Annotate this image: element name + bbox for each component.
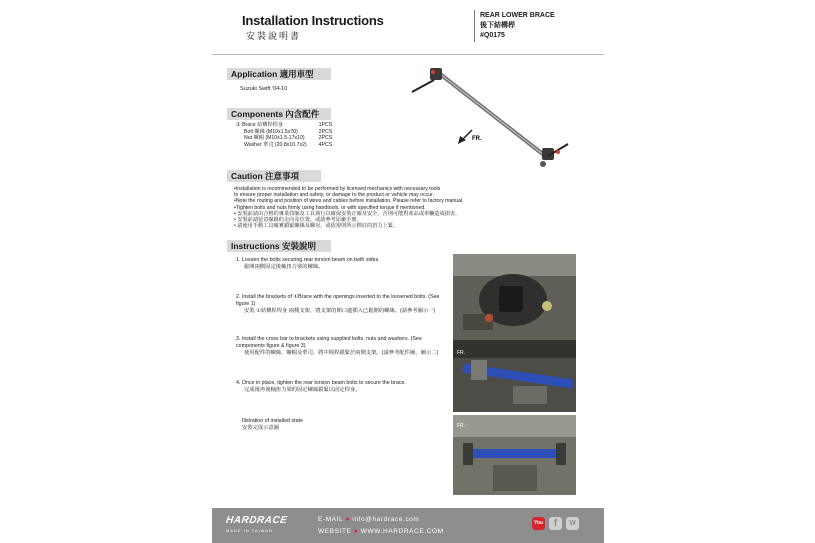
part-info xyxy=(480,11,555,41)
header-divider xyxy=(474,10,475,42)
figure-1-illustration xyxy=(453,254,576,340)
component-qty: 1PCS xyxy=(318,122,333,128)
website-link[interactable]: WWW.HARDRACE.COM xyxy=(360,528,444,535)
caution-line: • 安裝前請留意線路的走向及位置，或請參考原廠手冊。 xyxy=(234,217,362,224)
email-label: E-MAIL xyxy=(318,516,344,523)
photo-fr-label: FR. xyxy=(457,350,466,356)
brace-bar-highlight xyxy=(440,74,544,155)
brace-diagram xyxy=(402,60,582,180)
step-4-en: 4. Once in place, tighten the rear torsion beam bolts to secure the brace. xyxy=(236,380,406,386)
step-4 xyxy=(236,380,446,394)
wechat-icon[interactable]: W xyxy=(566,517,579,530)
brand-tagline: MADE IN TAIWAN xyxy=(226,528,273,533)
marker-right xyxy=(556,150,560,154)
step-3-en: 3. Install the cross bar to brackets using supplied bolts, nuts and washers. (See components figure & figure 3) xyxy=(236,336,422,349)
step-2 xyxy=(236,294,446,314)
step-3 xyxy=(236,336,446,356)
step-4-zh: 完成後再後軸扭力梁的固定螺絲鎖緊以固定桿身。 xyxy=(244,386,361,393)
step-1-en: 1. Loosen the bolts securing rear torsion beam on both sides. xyxy=(236,257,380,263)
figure-1-photo xyxy=(453,254,576,340)
installed-state-zh: 安裝完成示意圖 xyxy=(242,424,280,431)
installed-state-en: Illstration of installed state xyxy=(242,418,303,424)
component-qty: 2PCS xyxy=(318,128,333,135)
component-name: ① Brace 結構桿桿身 xyxy=(236,122,284,128)
step-1 xyxy=(236,257,446,271)
component-name: Bolt 螺絲 (M10x1.5x70) xyxy=(244,128,298,135)
photo-fr-label: FR. xyxy=(457,423,466,429)
page-subtitle: 安裝說明書 xyxy=(246,31,302,41)
caution-line: to ensure proper installation and safety, or damage to the product or vehicle may occur. xyxy=(234,192,435,199)
bullet-icon: ● xyxy=(353,528,359,535)
components-heading: Components 內含配件 xyxy=(227,108,331,120)
caution-line: • 請使用手動工具確實鎖緊螺絲及螺母，或依規則所示標註的扭力上緊。 xyxy=(234,223,399,230)
header-rule xyxy=(212,54,604,55)
component-name: Nut 螺帽 (M10x1.5-17x10) xyxy=(244,135,305,141)
part-name-zh: 後下結構桿 xyxy=(480,22,515,29)
step-2-en: 2. Install the brackets of ①Brace with the openings inserted to the loosened bolts. (See figure 1) xyxy=(236,294,440,307)
caution-line: •Tighten bolts and nuts firmly using handtools, or with specified torque if mentioned. xyxy=(234,204,426,211)
caution-line: • 安裝前請由合格的專業技師及工具執行以確保安裝正確及安全，否則可能對產品或車輛造成損害。 xyxy=(234,210,461,217)
installed-state-caption xyxy=(242,418,452,432)
instructions-heading: Instructions 安裝說明 xyxy=(227,240,331,252)
figure-2-photo xyxy=(453,340,576,412)
component-row xyxy=(236,135,336,142)
bullet-icon: ● xyxy=(345,516,350,523)
facebook-icon[interactable]: f xyxy=(549,517,562,530)
component-name: Washer 華司 (20.8x10.7x2) xyxy=(244,141,307,148)
brand-name: HARDRACE xyxy=(225,515,289,526)
washer-icon xyxy=(540,161,546,167)
components-table xyxy=(236,122,336,148)
website-label: WEBSITE xyxy=(318,528,352,535)
step-2-zh: 安裝 ①結構桿桿身 兩側支架，將支架的開口處插入已鬆開的螺絲。(請參考圖示一) xyxy=(244,307,436,314)
page-title: Installation Instructions xyxy=(242,13,384,28)
component-qty: 2PCS xyxy=(318,135,333,141)
fr-label: FR. xyxy=(472,136,482,142)
website-line xyxy=(318,528,444,535)
email-link[interactable]: info@hardrace.com xyxy=(352,516,420,523)
caution-line: •Installation is recommended to be performed by licensed mechanics with necessary tools xyxy=(234,186,441,192)
marker-left xyxy=(431,70,435,74)
bracket-left xyxy=(430,68,442,80)
step-1-zh: 鬆開兩側固定後軸扭力梁的螺絲。 xyxy=(244,263,324,270)
figure-2-illustration xyxy=(453,340,576,412)
vehicle-text: Suzuki Swift '04-10 xyxy=(240,86,288,92)
part-number: #Q0175 xyxy=(480,32,505,39)
figure-3-illustration xyxy=(453,415,576,495)
figure-3-photo xyxy=(453,415,576,495)
component-qty: 4PCS xyxy=(318,141,333,148)
component-row xyxy=(236,142,336,149)
part-name: REAR LOWER BRACE xyxy=(480,12,555,19)
step-3-zh: 使用配件的螺絲、螺帽及華司，將中間桿鎖緊於兩側支架。(請參考配件圖、圖示二) xyxy=(244,349,439,356)
application-heading: Application 適用車型 xyxy=(227,68,331,80)
hardrace-logo xyxy=(226,512,306,538)
caution-heading: Caution 注意事項 xyxy=(227,170,321,182)
instruction-sheet xyxy=(212,0,604,543)
caution-line: •Note the routing and position of wires and cables before installation. Please refer to factory manual. xyxy=(234,198,464,205)
email-line xyxy=(318,516,419,523)
caution-text xyxy=(234,186,464,229)
youtube-icon[interactable]: You xyxy=(532,517,545,530)
bolt-left xyxy=(412,80,434,92)
